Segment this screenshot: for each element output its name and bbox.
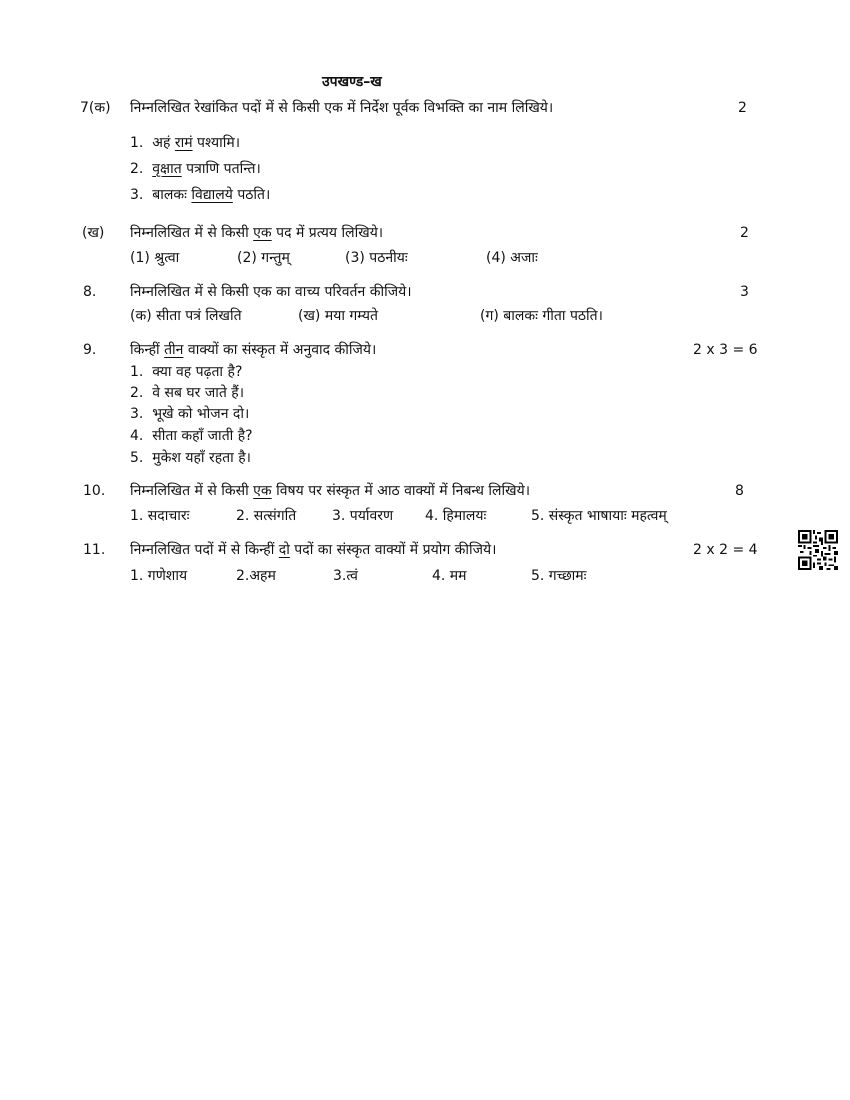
- q11-option-2: 2.अहम: [236, 568, 276, 584]
- q7-item-3: 3. बालकः विद्यालये पठति।: [130, 187, 271, 203]
- q7-marks: 2: [738, 100, 747, 116]
- q10-option-5: 5. संस्कृत भाषायाः महत्वम्: [531, 508, 667, 524]
- q11-option-5: 5. गच्छामः: [531, 568, 587, 584]
- q8-question: निम्नलिखित में से किसी एक का वाच्य परिवर्तन कीजिये।: [130, 284, 412, 300]
- q8-option-1: (क) सीता पत्रं लिखति: [130, 308, 242, 324]
- q9-item-4: 4. सीता कहाँ जाती है?: [130, 428, 253, 444]
- q9-number: 9.: [83, 342, 97, 358]
- q8-number: 8.: [83, 284, 97, 300]
- q10-marks: 8: [735, 483, 744, 499]
- q7b-option-2: (2) गन्तुम्: [237, 250, 290, 266]
- q7b-number: (ख): [82, 225, 105, 241]
- q9-marks: 2 x 3 = 6: [693, 342, 758, 358]
- q10-question: निम्नलिखित में से किसी एक विषय पर संस्कृत में आठ वाक्यों में निबन्ध लिखिये।: [130, 483, 530, 499]
- q11-option-4: 4. मम: [432, 568, 467, 584]
- q7b-question: निम्नलिखित में से किसी एक पद में प्रत्यय लिखिये।: [130, 225, 384, 241]
- q11-option-1: 1. गणेशाय: [130, 568, 188, 584]
- q8-marks: 3: [740, 284, 749, 300]
- q10-option-2: 2. सत्संगति: [236, 508, 297, 524]
- q7-number: 7(क): [80, 100, 111, 116]
- q9-item-1: 1. क्या वह पढ़ता है?: [130, 364, 243, 380]
- q11-number: 11.: [83, 542, 106, 558]
- q7b-option-4: (4) अजाः: [486, 250, 538, 266]
- q9-item-3: 3. भूखे को भोजन दो।: [130, 406, 250, 422]
- q9-item-5: 5. मुकेश यहाँ रहता है।: [130, 450, 251, 466]
- q10-number: 10.: [83, 483, 106, 499]
- q9-item-2: 2. वे सब घर जाते हैं।: [130, 385, 245, 401]
- q10-option-1: 1. सदाचारः: [130, 508, 190, 524]
- q8-option-2: (ख) मया गम्यते: [298, 308, 378, 324]
- q9-question: किन्हीं तीन वाक्यों का संस्कृत में अनुवाद कीजिये।: [130, 342, 377, 358]
- q7-item-1: 1. अहं रामं पश्यामि।: [130, 135, 240, 151]
- qr-code-icon: [798, 530, 838, 570]
- q10-option-4: 4. हिमालयः: [425, 508, 487, 524]
- section-title: उपखण्ड–ख: [322, 74, 382, 90]
- q7b-option-1: (1) श्रुत्वा: [130, 250, 180, 266]
- q7b-marks: 2: [740, 225, 749, 241]
- q7-item-2: 2. वृक्षात पत्राणि पतन्ति।: [130, 161, 261, 177]
- q7-question: निम्नलिखित रेखांकित पदों में से किसी एक में निर्देश पूर्वक विभक्ति का नाम लिखिये।: [130, 100, 554, 116]
- q8-option-3: (ग) बालकः गीता पठति।: [480, 308, 603, 324]
- q11-option-3: 3.त्वं: [333, 568, 358, 584]
- q11-marks: 2 x 2 = 4: [693, 542, 758, 558]
- q10-option-3: 3. पर्यावरण: [332, 508, 394, 524]
- q7b-option-3: (3) पठनीयः: [345, 250, 408, 266]
- q11-question: निम्नलिखित पदों में से किन्हीं दो पदों का संस्कृत वाक्यों में प्रयोग कीजिये।: [130, 542, 497, 558]
